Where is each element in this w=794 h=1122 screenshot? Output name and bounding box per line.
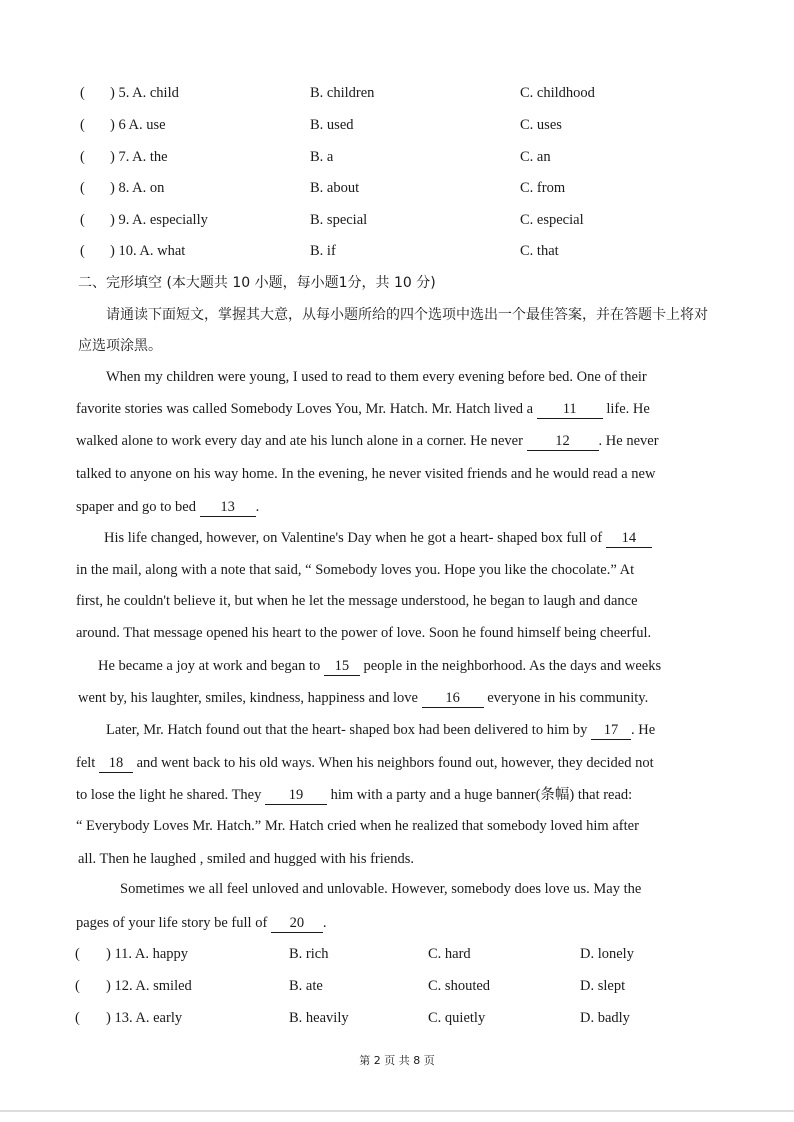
question-row [0,944,794,964]
passage-line: around. That message opened his heart to the power of love. Soon he found himself being cheerful. [76,625,652,641]
passage-line: He became a joy at work and began to 15 people in the neighborhood. As the days and weeks [98,658,662,674]
question-row [0,83,794,103]
section-instructions: 请通读下面短文，掌握其大意，从每小题所给的四个选项中选出一个最佳答案，并在答题卡上将对应选项涂黑。 [78,307,708,354]
option-c: C. especial [520,212,584,228]
option-a: ) 8. A. on [110,180,165,196]
option-b: B. rich [289,946,329,962]
blank-11: 11 [537,400,603,419]
option-a: ) 11. A. happy [106,946,189,962]
passage-line: to lose the light he shared. They 19 him with a party and a huge banner(条幅) that read: [76,787,633,803]
section-heading: 二、完形填空 (本大题共 10 小题，每小题1分，共 10 分) [78,275,436,291]
answer-paren: ( [75,1010,80,1026]
answer-paren: ( [75,946,80,962]
option-a: ) 5. A. child [110,85,179,101]
passage-line: felt 18 and went back to his old ways. When his neighbors found out, however, they decided not [76,755,654,771]
question-row [0,147,794,167]
answer-paren: ( [80,212,85,228]
passage-line: pages of your life story be full of 20 . [76,915,327,931]
option-c: C. shouted [428,978,491,994]
question-row [0,976,794,996]
question-row [0,241,794,261]
option-a: ) 12. A. smiled [106,978,192,994]
option-a: ) 7. A. the [110,149,168,165]
option-a: ) 9. A. especially [110,212,208,228]
answer-paren: ( [80,149,85,165]
option-a: ) 10. A. what [110,243,186,259]
question-row [0,1008,794,1028]
option-c: C. childhood [520,85,595,101]
answer-paren: ( [80,243,85,259]
question-row [0,115,794,135]
answer-paren: ( [80,117,85,133]
scan-edge [0,1110,794,1112]
page-footer: 第 2 页 共 8 页 [359,1054,435,1067]
option-c: C. hard [428,946,471,962]
option-b: B. children [310,85,375,101]
option-d: D. lonely [580,946,634,962]
blank-15: 15 [324,657,360,676]
option-c: C. that [520,243,559,259]
passage-line: in the mail, along with a note that said, “ Somebody loves you. Hope you like the chocolate.” At [76,562,635,578]
passage-line: favorite stories was called Somebody Loves You, Mr. Hatch. Mr. Hatch lived a 11 life. He [76,401,650,417]
option-d: D. slept [580,978,626,994]
passage-line: all. Then he laughed , smiled and hugged with his friends. [78,851,414,867]
answer-paren: ( [80,180,85,196]
option-c: C. quietly [428,1010,486,1026]
option-b: B. heavily [289,1010,349,1026]
option-b: B. used [310,117,354,133]
blank-13: 13 [200,498,256,517]
blank-12: 12 [527,432,599,451]
passage-line: walked alone to work every day and ate his lunch alone in a corner. He never 12 . He never [76,433,659,449]
passage-line: talked to anyone on his way home. In the evening, he never visited friends and he would read a new [76,466,656,482]
option-c: C. an [520,149,551,165]
passage-line: “ Everybody Loves Mr. Hatch.” Mr. Hatch cried when he realized that somebody loved him after [76,818,639,834]
passage-line: Later, Mr. Hatch found out that the heart- shaped box had been delivered to him by 17 . He [106,722,656,738]
option-d: D. badly [580,1010,630,1026]
blank-16: 16 [422,689,484,708]
passage-line: When my children were young, I used to read to them every evening before bed. One of their [106,369,647,385]
option-b: B. special [310,212,368,228]
blank-14: 14 [606,529,652,548]
option-c: C. from [520,180,566,196]
passage-line: went by, his laughter, smiles, kindness, happiness and love 16 everyone in his community. [78,690,649,706]
option-a: ) 13. A. early [106,1010,183,1026]
blank-20: 20 [271,914,323,933]
passage-line: spaper and go to bed 13 . [76,499,260,515]
option-b: B. a [310,149,334,165]
blank-17: 17 [591,721,631,740]
option-b: B. ate [289,978,323,994]
option-b: B. about [310,180,360,196]
passage-line: first, he couldn't believe it, but when he let the message understood, he began to laugh and dance [76,593,638,609]
answer-paren: ( [75,978,80,994]
option-a: ) 6 A. use [110,117,166,133]
answer-paren: ( [80,85,85,101]
option-c: C. uses [520,117,562,133]
question-row [0,210,794,230]
passage-line: Sometimes we all feel unloved and unlovable. However, somebody does love us. May the [120,881,642,897]
blank-18: 18 [99,754,133,773]
blank-19: 19 [265,786,327,805]
passage-line: His life changed, however, on Valentine's Day when he got a heart- shaped box full of 14 [104,527,652,549]
question-row [0,178,794,198]
option-b: B. if [310,243,336,259]
